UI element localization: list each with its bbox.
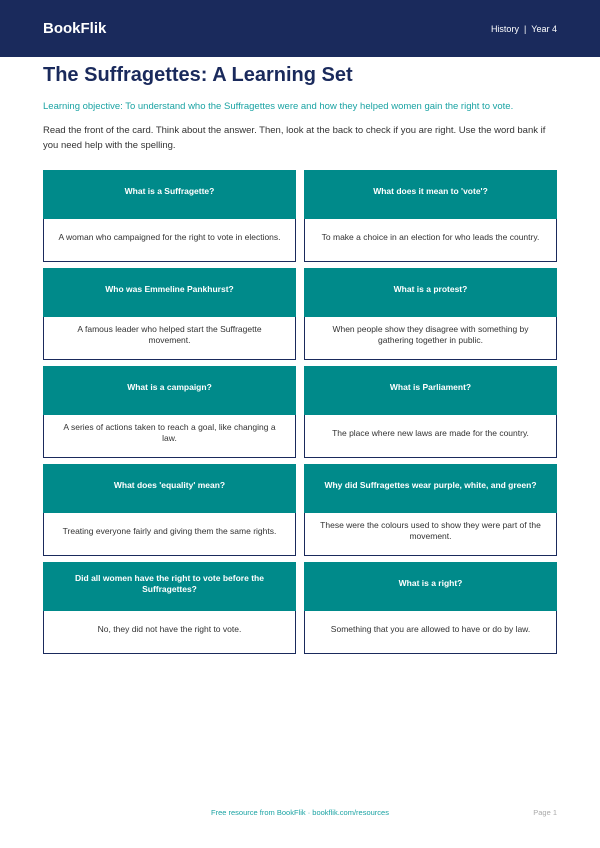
year-label: Year 4: [531, 23, 557, 34]
card-question: Who was Emmeline Pankhurst?: [43, 268, 296, 317]
flashcard[interactable]: [43, 562, 296, 654]
footer: [0, 808, 600, 820]
flashcard[interactable]: [43, 366, 296, 458]
instructions: Read the front of the card. Think about the answer. Then, look at the back to check if you are right. Use the word bank if you need help with the spelling.: [43, 125, 546, 151]
flashcard[interactable]: [304, 366, 557, 458]
card-question: What is a Suffragette?: [43, 170, 296, 219]
flashcard[interactable]: [43, 464, 296, 556]
card-answer: A famous leader who helped start the Suffragette movement.: [43, 317, 296, 360]
card-answer: Treating everyone fairly and giving them the same rights.: [43, 513, 296, 556]
card-question: Why did Suffragettes wear purple, white, and green?: [304, 464, 557, 513]
card-answer: Something that you are allowed to have or do by law.: [304, 611, 557, 654]
card-answer: A series of actions taken to reach a goal, like changing a law.: [43, 415, 296, 458]
card-answer: A woman who campaigned for the right to vote in elections.: [43, 219, 296, 262]
card-answer: These were the colours used to show they were part of the movement.: [304, 513, 557, 556]
card-question: What does 'equality' mean?: [43, 464, 296, 513]
card-answer: No, they did not have the right to vote.: [43, 611, 296, 654]
flashcard-grid: [43, 170, 557, 654]
flashcard[interactable]: [43, 170, 296, 262]
card-question: What does it mean to 'vote'?: [304, 170, 557, 219]
flashcard[interactable]: [304, 464, 557, 556]
card-question: What is a right?: [304, 562, 557, 611]
meta-separator: |: [523, 23, 527, 34]
card-question: What is a protest?: [304, 268, 557, 317]
card-answer: To make a choice in an election for who leads the country.: [304, 219, 557, 262]
header-bar: [0, 0, 600, 57]
page-title: The Suffragettes: A Learning Set: [43, 64, 353, 86]
flashcard[interactable]: [304, 268, 557, 360]
card-question: What is Parliament?: [304, 366, 557, 415]
card-answer: The place where new laws are made for the country.: [304, 415, 557, 458]
card-question: Did all women have the right to vote before the Suffragettes?: [43, 562, 296, 611]
flashcard[interactable]: [304, 562, 557, 654]
page-number: Page 1: [533, 808, 557, 817]
brand-logo[interactable]: BookFlik: [43, 20, 107, 37]
card-question: What is a campaign?: [43, 366, 296, 415]
header-meta: [491, 24, 557, 34]
flashcard[interactable]: [43, 268, 296, 360]
footer-credit-link[interactable]: Free resource from BookFlik · bookflik.com/resources: [211, 808, 389, 817]
subject-label: History: [490, 23, 519, 34]
learning-objective: Learning objective: To understand who the Suffragettes were and how they helped women gain the right to vote.: [43, 101, 514, 112]
card-answer: When people show they disagree with something by gathering together in public.: [304, 317, 557, 360]
flashcard[interactable]: [304, 170, 557, 262]
